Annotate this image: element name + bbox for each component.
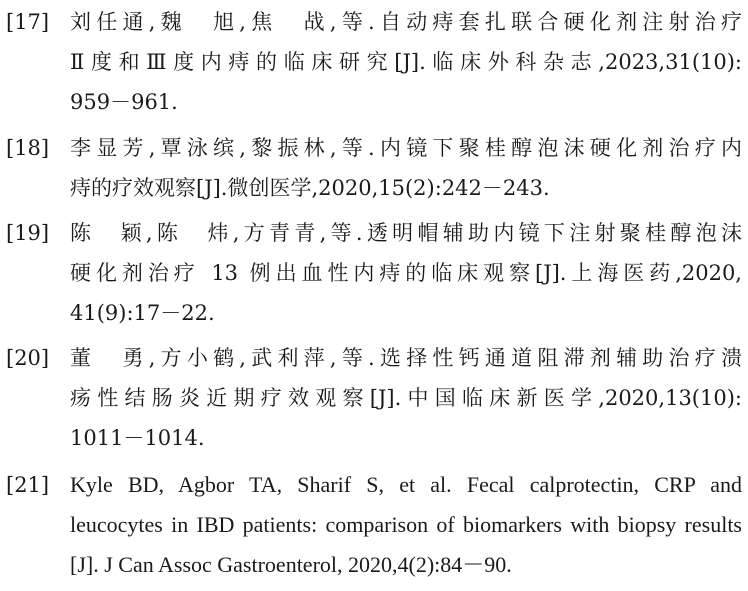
reference-text-line: 1011－1014. bbox=[70, 426, 205, 450]
reference-text-line: 董 勇,方小鹤,武利萍,等.选择性钙通道阻滞剂辅助治疗溃 bbox=[70, 346, 742, 370]
reference-text-line: 痔的疗效观察[J].微创医学,2020,15(2):242－243. bbox=[70, 176, 550, 200]
reference-text-line: Kyle BD, Agbor TA, Sharif S, et al. Fecal calprotectin, CRP and bbox=[70, 472, 742, 497]
reference-text-line: 刘任通,魏 旭,焦 战,等.自动痔套扎联合硬化剂注射治疗 bbox=[70, 10, 742, 34]
reference-text-line: [J]. J Can Assoc Gastroenterol, 2020,4(2):84－90. bbox=[70, 552, 512, 577]
reference-text-line: 41(9):17－22. bbox=[70, 301, 215, 325]
reference-text-line: 959－961. bbox=[70, 90, 178, 114]
reference-text-line: 李显芳,覃泳缤,黎振林,等.内镜下聚桂醇泡沫硬化剂治疗内 bbox=[70, 136, 742, 160]
reference-number: [18] bbox=[6, 136, 50, 160]
reference-text-line: 硬化剂治疗 13 例出血性内痔的临床观察[J].上海医药,2020, bbox=[70, 261, 742, 285]
reference-number: [21] bbox=[6, 473, 50, 497]
reference-text-line: 疡性结肠炎近期疗效观察[J].中国临床新医学,2020,13(10): bbox=[70, 386, 742, 410]
reference-text-line: 陈 颖,陈 炜,方青青,等.透明帽辅助内镜下注射聚桂醇泡沫 bbox=[70, 221, 742, 245]
reference-number: [17] bbox=[6, 10, 50, 34]
reference-text-line: Ⅱ度和Ⅲ度内痔的临床研究[J].临床外科杂志,2023,31(10): bbox=[70, 50, 742, 74]
reference-number: [19] bbox=[6, 221, 50, 245]
reference-text-line: leucocytes in IBD patients: comparison of biomarkers with biopsy results bbox=[70, 512, 742, 537]
reference-number: [20] bbox=[6, 346, 50, 370]
